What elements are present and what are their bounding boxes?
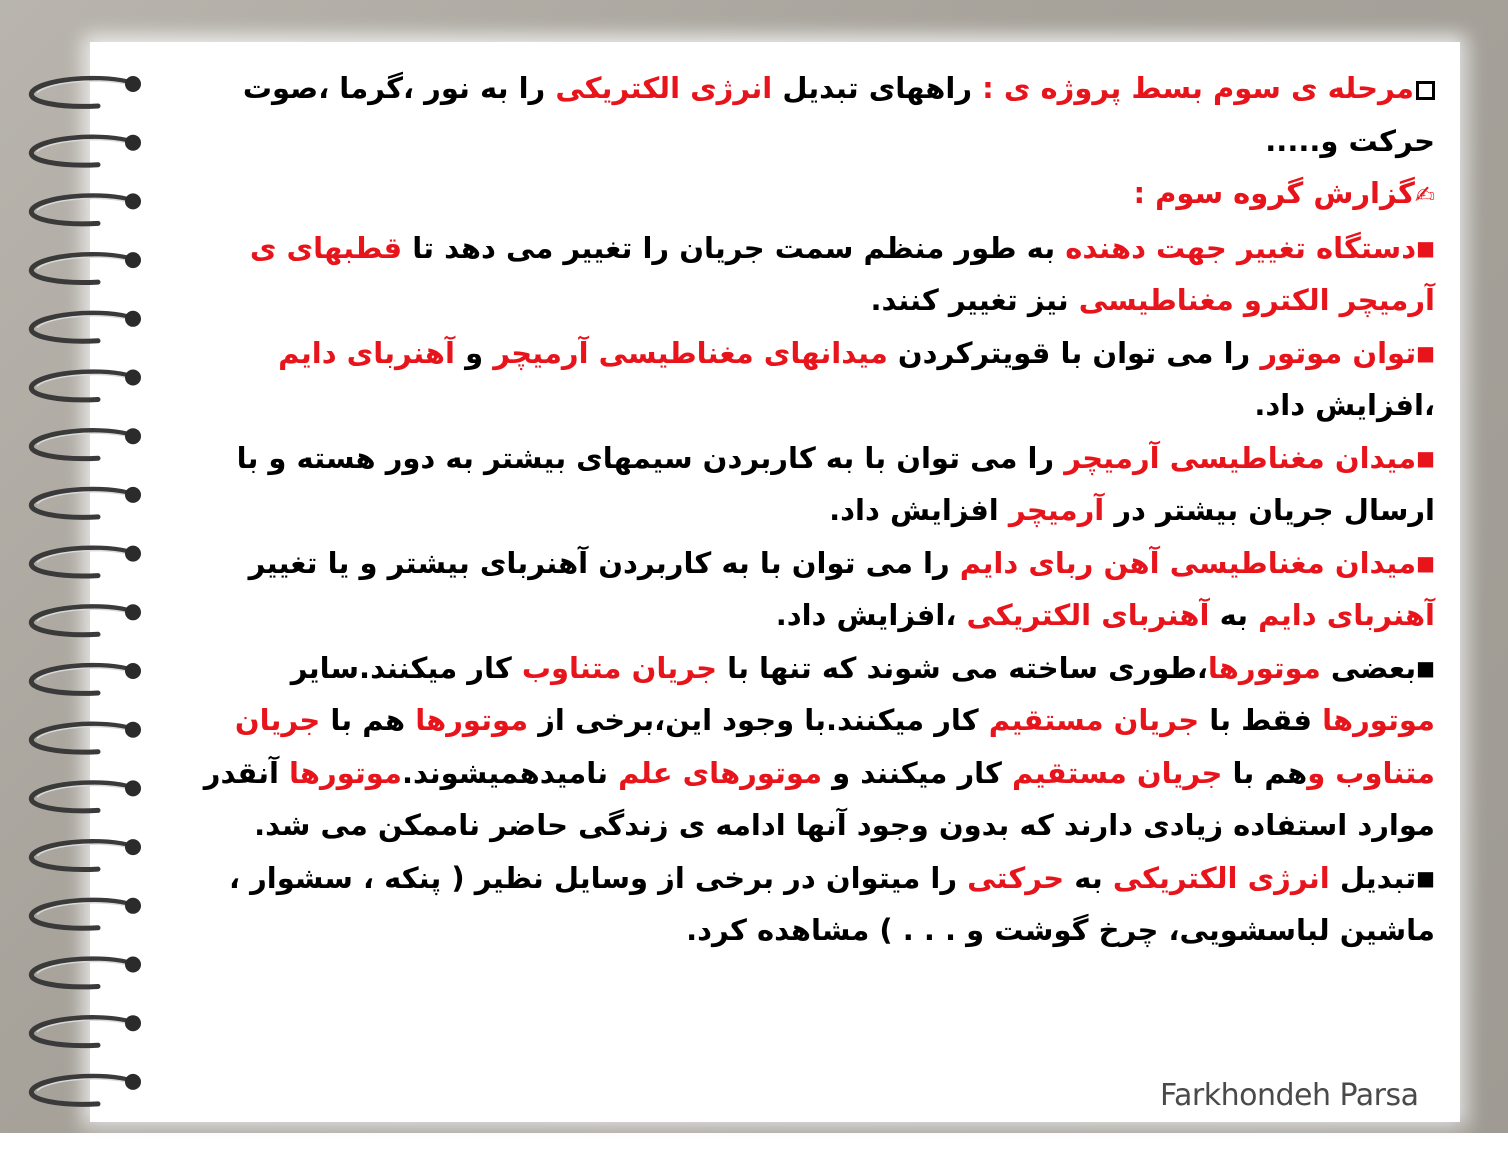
square-bullet-icon: ■ — [1416, 445, 1435, 470]
square-bullet-icon: ■ — [1416, 340, 1435, 365]
body-text: را می توان با به کاربردن سیمهای بیشتر به دور هسته و با — [236, 440, 1065, 475]
highlight-text: جریان مستقیم — [988, 703, 1200, 737]
highlight-text: متناوب و — [1307, 755, 1435, 790]
body-text: کار میکنند و — [822, 755, 1013, 790]
binding-ring-icon — [31, 604, 141, 634]
binding-ring-icon — [31, 193, 141, 223]
slide-content — [160, 62, 1435, 957]
body-text: هم با — [320, 703, 416, 737]
body-text: ماشین لباسشویی، چرخ گوشت و . . . ) مشاهده کرد. — [686, 913, 1435, 947]
binding-ring-icon — [31, 76, 141, 106]
binding-ring-icon — [31, 898, 141, 928]
line-2 — [160, 115, 1435, 168]
body-text: بعضی — [1320, 650, 1417, 685]
square-bullet-icon: ■ — [1416, 865, 1435, 890]
highlight-text: جریان — [234, 703, 321, 737]
binding-ring-icon — [31, 663, 141, 693]
body-text: به طور منظم سمت جریان را تغییر می دهد تا — [402, 230, 1066, 265]
body-text: نامیدهمیشوند. — [401, 755, 619, 790]
line-4 — [160, 222, 1435, 275]
body-text: ،افزایش داد. — [775, 598, 967, 632]
highlight-text: حرکتی — [967, 860, 1065, 895]
binding-ring-icon — [31, 428, 141, 458]
body-text: به — [1209, 598, 1259, 632]
spiral-binding-icon — [0, 0, 170, 1133]
binding-ring-icon — [31, 135, 141, 165]
highlight-text: موتورها — [1322, 703, 1435, 737]
line-15 — [160, 799, 1435, 852]
binding-ring-icon — [31, 1074, 141, 1104]
highlight-text: انرژی الکتریکی — [555, 71, 773, 105]
body-text: راههای تبدیل — [772, 71, 973, 105]
line-12 — [160, 642, 1435, 695]
highlight-text: میدانهای مغناطیسی آرمیچر — [493, 335, 888, 370]
line-8 — [160, 432, 1435, 485]
highlight-text: قطبهای ی — [249, 230, 403, 265]
line-9 — [160, 484, 1435, 537]
body-text: ارسال جریان بیشتر در — [1104, 493, 1435, 527]
square-bullet-icon: ■ — [1416, 655, 1435, 680]
body-text: کار میکنند.با وجود این،برخی از — [528, 703, 989, 737]
highlight-text: میدان مغناطیسی آرمیچر — [1064, 440, 1417, 475]
body-text: را میتوان در برخی از وسایل نظیر ( پنکه ، سشوار ، — [228, 860, 968, 895]
body-text: آنقدر — [203, 755, 290, 790]
highlight-text: آهنربای دایم — [1258, 598, 1435, 632]
highlight-text: موتورها — [1207, 650, 1321, 685]
square-bullet-icon: ■ — [1416, 235, 1435, 260]
highlight-text: آرمیچر — [1008, 493, 1105, 527]
body-text: به — [1064, 860, 1113, 895]
highlight-text: آهنربای الکتریکی — [966, 598, 1210, 632]
binding-ring-icon — [31, 487, 141, 517]
line-14 — [160, 747, 1435, 800]
body-text: و — [454, 335, 494, 370]
highlight-text: جریان مستقیم — [1012, 755, 1223, 790]
highlight-text: آرمیچر الکترو مغناطیسی — [1078, 283, 1435, 317]
body-text: ،طوری ساخته می شوند که تنها با — [717, 650, 1208, 685]
highlight-text: گزارش گروه سوم : — [1133, 176, 1415, 210]
highlight-text: دستگاه تغییر جهت دهنده — [1065, 230, 1417, 265]
body-text: حرکت و..... — [1265, 123, 1435, 158]
binding-ring-icon — [31, 957, 141, 987]
line-10 — [160, 537, 1435, 590]
body-text: را می توان با به کاربردن آهنربای بیشتر و یا تغییر — [248, 545, 960, 580]
pen-bullet-icon: ✍ — [1414, 181, 1435, 209]
binding-ring-icon — [31, 252, 141, 282]
highlight-text: موتورها — [289, 755, 402, 790]
binding-ring-icon — [31, 546, 141, 576]
line-1 — [160, 62, 1435, 115]
highlight-text: موتورها — [415, 703, 529, 737]
body-text: نیز تغییر کنند. — [870, 283, 1079, 317]
line-7 — [160, 379, 1435, 432]
line-17 — [160, 904, 1435, 957]
line-5 — [160, 274, 1435, 327]
highlight-text: آهنربای دایم — [278, 335, 455, 370]
body-text: هم با — [1222, 755, 1308, 790]
square-bullet-icon: ■ — [1416, 550, 1435, 575]
body-text: افزایش داد. — [829, 493, 1009, 527]
highlight-text: مرحله ی سوم بسط پروژه ی : — [972, 71, 1414, 105]
body-text: ،افزایش داد. — [1254, 388, 1435, 422]
body-text: تبدیل — [1329, 860, 1417, 895]
checkbox-bullet-icon — [1416, 81, 1435, 100]
body-text: را به نور ،گرما ،صوت — [242, 71, 556, 105]
body-text: را می توان با قویترکردن — [887, 335, 1261, 370]
body-text: فقط با — [1199, 703, 1323, 737]
binding-ring-icon — [31, 1015, 141, 1045]
line-16 — [160, 852, 1435, 905]
line-13 — [160, 694, 1435, 747]
binding-ring-icon — [31, 722, 141, 752]
author-footer: Farkhondeh Parsa — [1160, 1078, 1419, 1113]
binding-ring-icon — [31, 839, 141, 869]
line-3 — [160, 167, 1435, 222]
binding-ring-icon — [31, 311, 141, 341]
highlight-text: میدان مغناطیسی آهن ربای دایم — [959, 545, 1417, 580]
line-11 — [160, 589, 1435, 642]
binding-ring-icon — [31, 780, 141, 810]
highlight-text: انرژی الکتریکی — [1112, 860, 1330, 895]
highlight-text: توان موتور — [1260, 335, 1417, 370]
binding-ring-icon — [31, 370, 141, 400]
body-text: موارد استفاده زیادی دارند که بدون وجود آنها ادامه ی زندگی حاضر ناممکن می شد. — [254, 808, 1435, 842]
highlight-text: جریان متناوب — [521, 650, 718, 685]
line-6 — [160, 327, 1435, 380]
highlight-text: موتورهای علم — [618, 755, 823, 790]
body-text: کار میکنند.سایر — [290, 650, 522, 685]
